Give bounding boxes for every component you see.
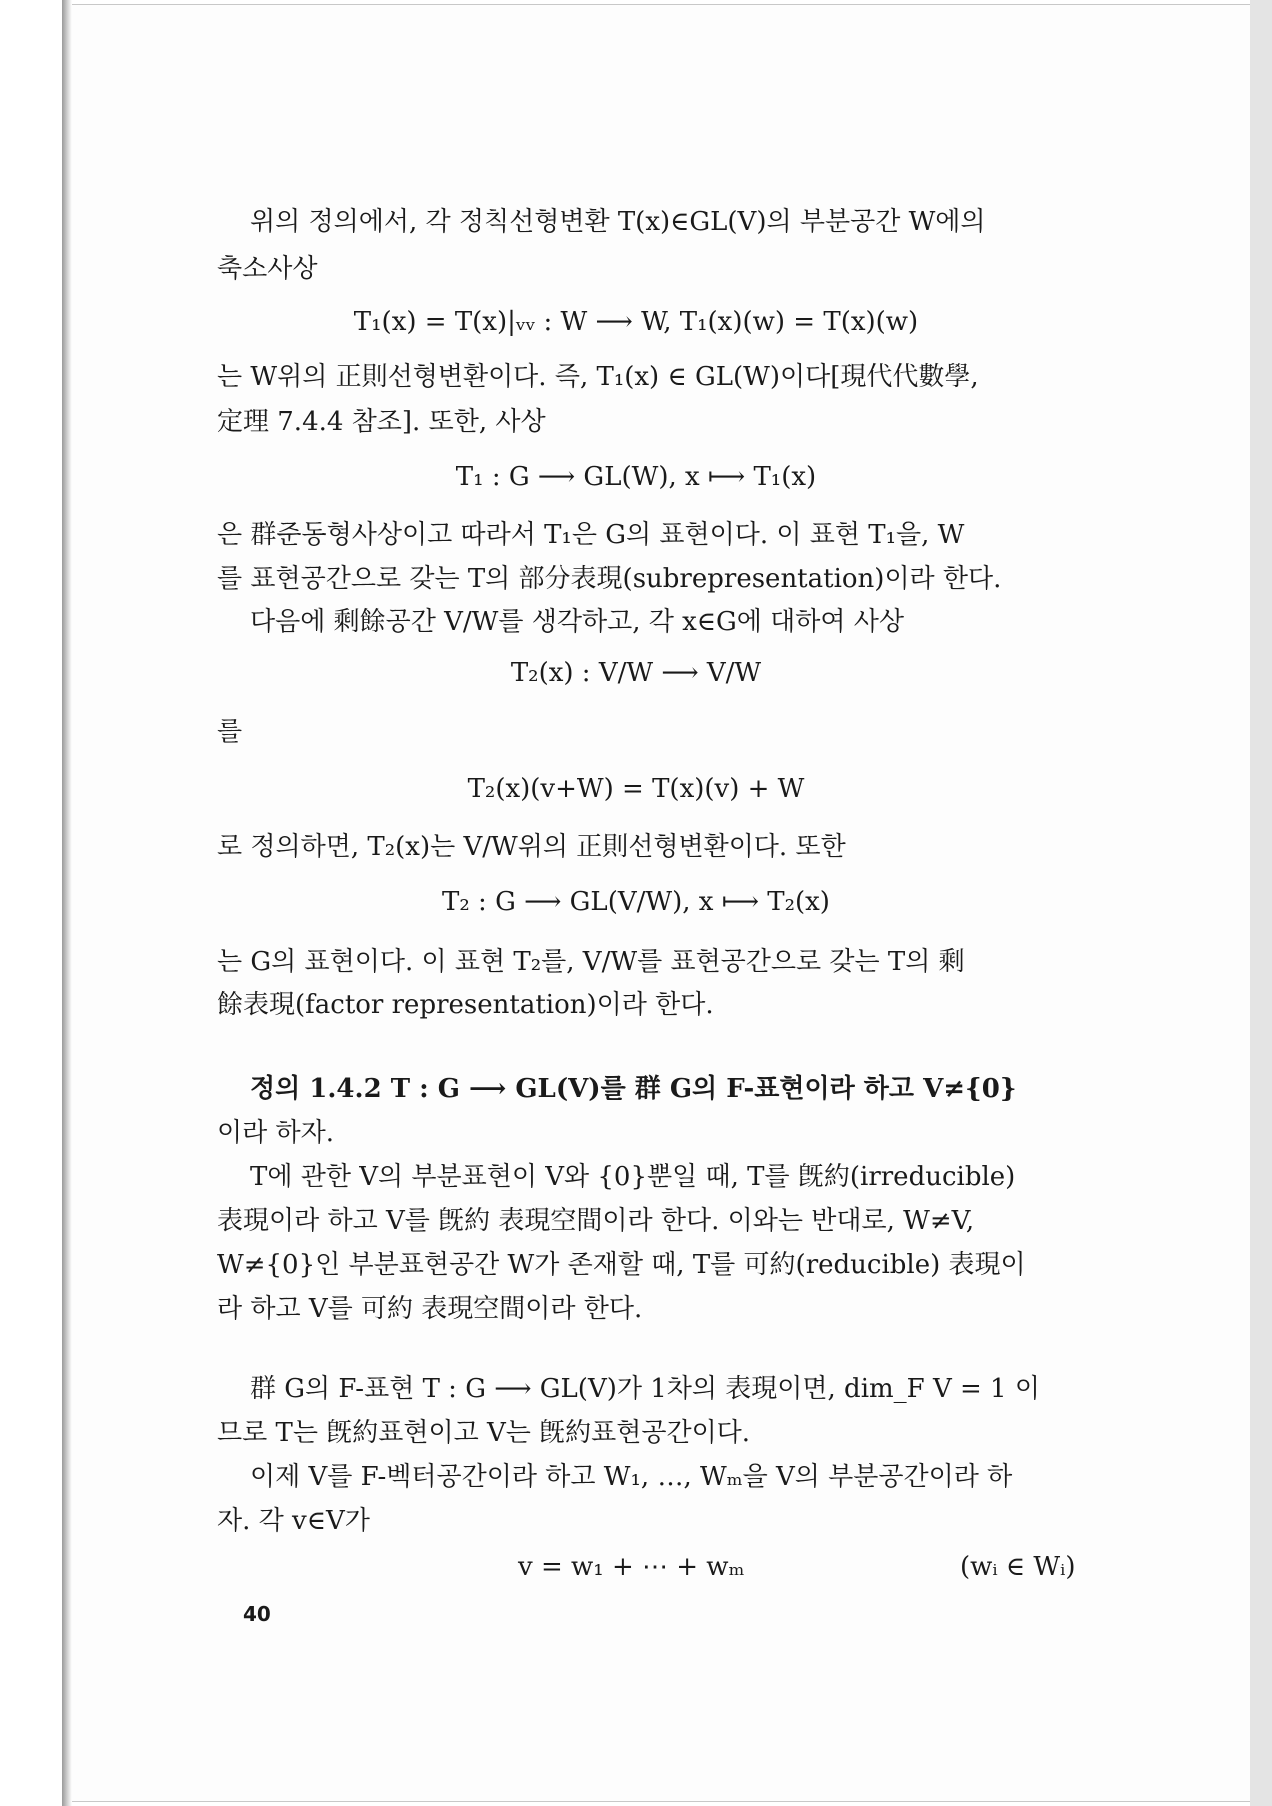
definition-heading: 정의 1.4.2 T : G ⟶ GL(V)를 群 G의 F-표현이라 하고 V≠{0} xyxy=(250,1074,1017,1104)
text-line: 자. 각 v∈V가 xyxy=(217,1506,370,1536)
text-line: 므로 T는 旣約표현이고 V는 旣約표현공간이다. xyxy=(217,1418,751,1448)
equation: T₂ : G ⟶ GL(V/W), x ⟼ T₂(x) xyxy=(442,887,830,917)
equation-condition: (wᵢ ∈ Wᵢ) xyxy=(960,1552,1076,1582)
page-number: 40 xyxy=(243,1602,271,1626)
equation: T₁ : G ⟶ GL(W), x ⟼ T₁(x) xyxy=(455,462,817,492)
text-line: 를 xyxy=(217,717,243,747)
text-line: W≠{0}인 부분표현공간 W가 존재할 때, T를 可約(reducible) 表現이 xyxy=(217,1250,1026,1280)
text-line: 를 표현공간으로 갖는 T의 部分表現(subrepresentation)이라 한다. xyxy=(217,564,1002,594)
text-line: T에 관한 V의 부분표현이 V와 {0}뿐일 때, T를 旣約(irreducible) xyxy=(250,1162,1016,1192)
text-line: 餘表現(factor representation)이라 한다. xyxy=(217,990,714,1020)
text-line: 다음에 剩餘공간 V/W를 생각하고, 각 x∈G에 대하여 사상 xyxy=(250,607,905,637)
text-line: 이라 하자. xyxy=(217,1118,334,1148)
text-line: 로 정의하면, T₂(x)는 V/W위의 正則선형변환이다. 또한 xyxy=(217,832,846,862)
equation: T₂(x)(v+W) = T(x)(v) + W xyxy=(467,774,805,804)
equation: v = w₁ + ⋯ + wₘ xyxy=(518,1552,745,1582)
text-line: 위의 정의에서, 각 정칙선형변환 T(x)∈GL(V)의 부분공간 W에의 xyxy=(250,207,986,237)
text-line: 表現이라 하고 V를 旣約 表現空間이라 한다. 이와는 반대로, W≠V, xyxy=(217,1206,975,1236)
equation: T₁(x) = T(x)|ᵥᵥ : W ⟶ W, T₁(x)(w) = T(x)(w) xyxy=(353,307,919,337)
text-line: 는 W위의 正則선형변환이다. 즉, T₁(x) ∈ GL(W)이다[現代代數學, xyxy=(217,362,979,392)
text-line: 축소사상 xyxy=(217,254,318,284)
text-line: 이제 V를 F-벡터공간이라 하고 W₁, …, Wₘ을 V의 부분공간이라 하 xyxy=(250,1462,1013,1492)
text-line: 라 하고 V를 可約 表現空間이라 한다. xyxy=(217,1294,643,1324)
equation: T₂(x) : V/W ⟶ V/W xyxy=(510,658,762,688)
text-line: 定理 7.4.4 참조]. 또한, 사상 xyxy=(217,407,546,437)
text-line: 는 G의 표현이다. 이 표현 T₂를, V/W를 표현공간으로 갖는 T의 剩 xyxy=(217,947,965,977)
text-line: 은 群준동형사상이고 따라서 T₁은 G의 표현이다. 이 표현 T₁을, W xyxy=(217,520,965,550)
text-line: 群 G의 F-표현 T : G ⟶ GL(V)가 1차의 表現이면, dim_F V = 1 이 xyxy=(250,1374,1040,1404)
